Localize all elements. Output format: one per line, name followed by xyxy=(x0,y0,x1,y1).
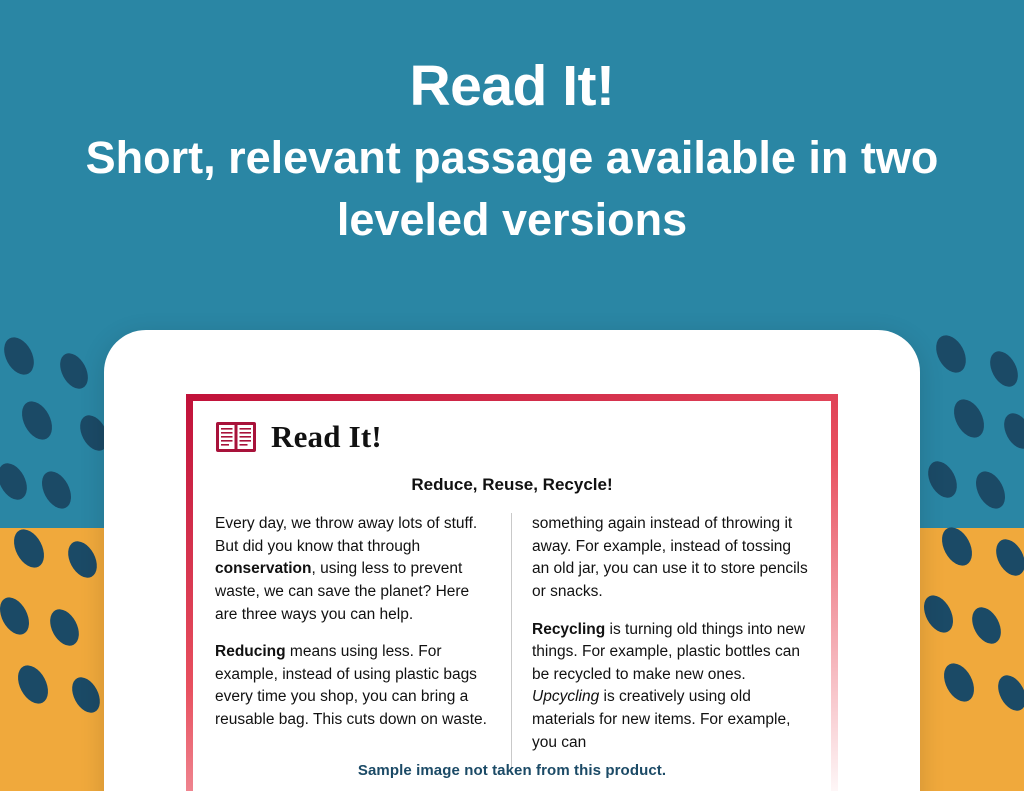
passage-text: is turning old things into new things. For example, plastic bottles can be recycled to make new ones. xyxy=(532,620,806,683)
passage-column-right xyxy=(512,513,809,769)
passage-text: means using less. For example, instead of using plastic bags every time you shop, you can bring a reusable bag. This cuts down on waste. xyxy=(215,643,487,728)
passage-text: something again instead of throwing it away. For example, instead of tossing an old jar, you can use it to store pencils or snacks. xyxy=(532,515,808,600)
passage-text: , using less to prevent waste, we can save the planet? Here are three ways you can help. xyxy=(215,560,470,623)
passage-paragraph xyxy=(532,619,809,755)
worksheet-title: Read It! xyxy=(271,419,382,454)
passage-text: Reducing xyxy=(215,643,286,661)
passage-column-left xyxy=(215,513,512,769)
passage-paragraph xyxy=(532,513,809,604)
passage-text: is creatively using old materials for new items. For example, you can xyxy=(532,688,791,751)
passage-title: Reduce, Reuse, Recycle! xyxy=(411,475,613,494)
open-book-icon xyxy=(215,420,257,454)
worksheet-page xyxy=(186,394,838,791)
headings-block xyxy=(0,54,1024,251)
page-subtitle: Short, relevant passage available in two leveled versions xyxy=(85,132,939,246)
passage-paragraph xyxy=(215,513,493,626)
worksheet-header xyxy=(215,419,809,455)
passage-text: Every day, we throw away lots of stuff. But did you know that through xyxy=(215,515,478,555)
page-title: Read It! xyxy=(409,54,615,118)
watermark-notice: Sample image not taken from this product. xyxy=(357,762,667,779)
passage-columns xyxy=(215,513,809,769)
passage-paragraph xyxy=(215,641,493,732)
passage-text: conservation xyxy=(215,560,312,578)
passage-text: Upcycling xyxy=(532,688,600,706)
passage-text: Recycling xyxy=(532,620,606,638)
